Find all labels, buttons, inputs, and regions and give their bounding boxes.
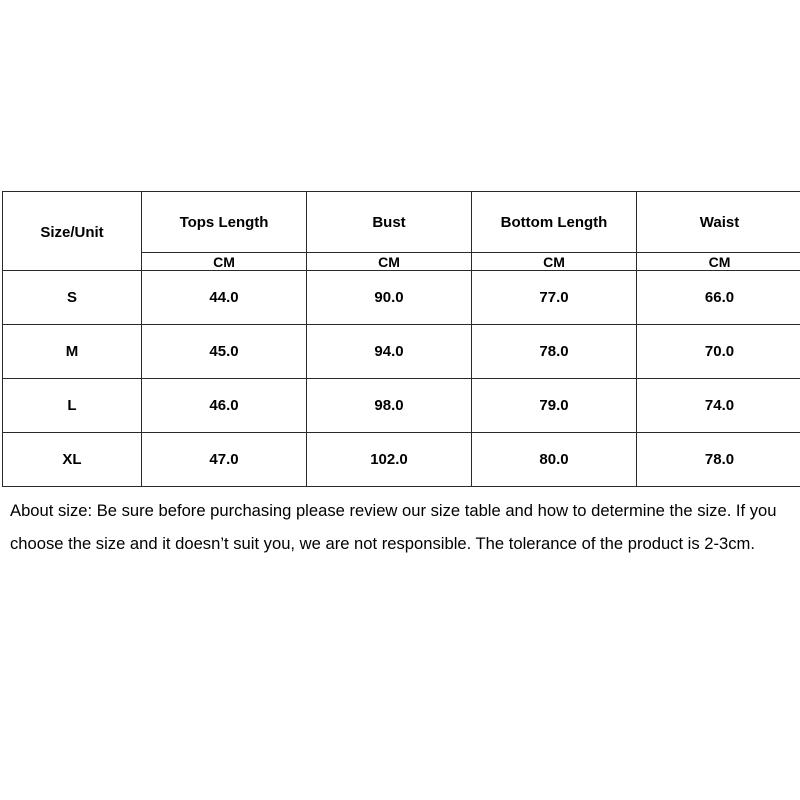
column-header-bust: Bust	[307, 192, 472, 253]
tops-length-cell: 45.0	[142, 325, 307, 379]
column-header-tops-length: Tops Length	[142, 192, 307, 253]
size-cell: L	[3, 379, 142, 433]
unit-cell-bottom-length: CM	[472, 253, 637, 271]
size-cell: M	[3, 325, 142, 379]
bust-cell: 94.0	[307, 325, 472, 379]
header-row	[3, 192, 800, 253]
size-cell: XL	[3, 433, 142, 487]
size-cell: S	[3, 271, 142, 325]
tops-length-cell: 44.0	[142, 271, 307, 325]
bottom-length-cell: 77.0	[472, 271, 637, 325]
bottom-length-cell: 80.0	[472, 433, 637, 487]
bottom-length-cell: 79.0	[472, 379, 637, 433]
column-header-waist: Waist	[637, 192, 800, 253]
size-chart-table	[2, 191, 800, 487]
bottom-length-cell: 78.0	[472, 325, 637, 379]
size-note: About size: Be sure before purchasing please review our size table and how to determine the size. If you choose the size and it doesn’t suit you, we are not responsible. The tolerance of the product is 2-3cm.	[10, 501, 777, 553]
waist-cell: 70.0	[637, 325, 800, 379]
unit-cell-tops-length: CM	[142, 253, 307, 271]
tops-length-cell: 46.0	[142, 379, 307, 433]
unit-cell-waist: CM	[637, 253, 800, 271]
column-header-bottom-length: Bottom Length	[472, 192, 637, 253]
waist-cell: 78.0	[637, 433, 800, 487]
table-row-m	[3, 325, 800, 379]
waist-cell: 66.0	[637, 271, 800, 325]
tops-length-cell: 47.0	[142, 433, 307, 487]
unit-cell-bust: CM	[307, 253, 472, 271]
bust-cell: 90.0	[307, 271, 472, 325]
bust-cell: 102.0	[307, 433, 472, 487]
waist-cell: 74.0	[637, 379, 800, 433]
table-row-xl	[3, 433, 800, 487]
size-unit-header: Size/Unit	[3, 192, 142, 271]
table-row-l	[3, 379, 800, 433]
table-row-s	[3, 271, 800, 325]
bust-cell: 98.0	[307, 379, 472, 433]
